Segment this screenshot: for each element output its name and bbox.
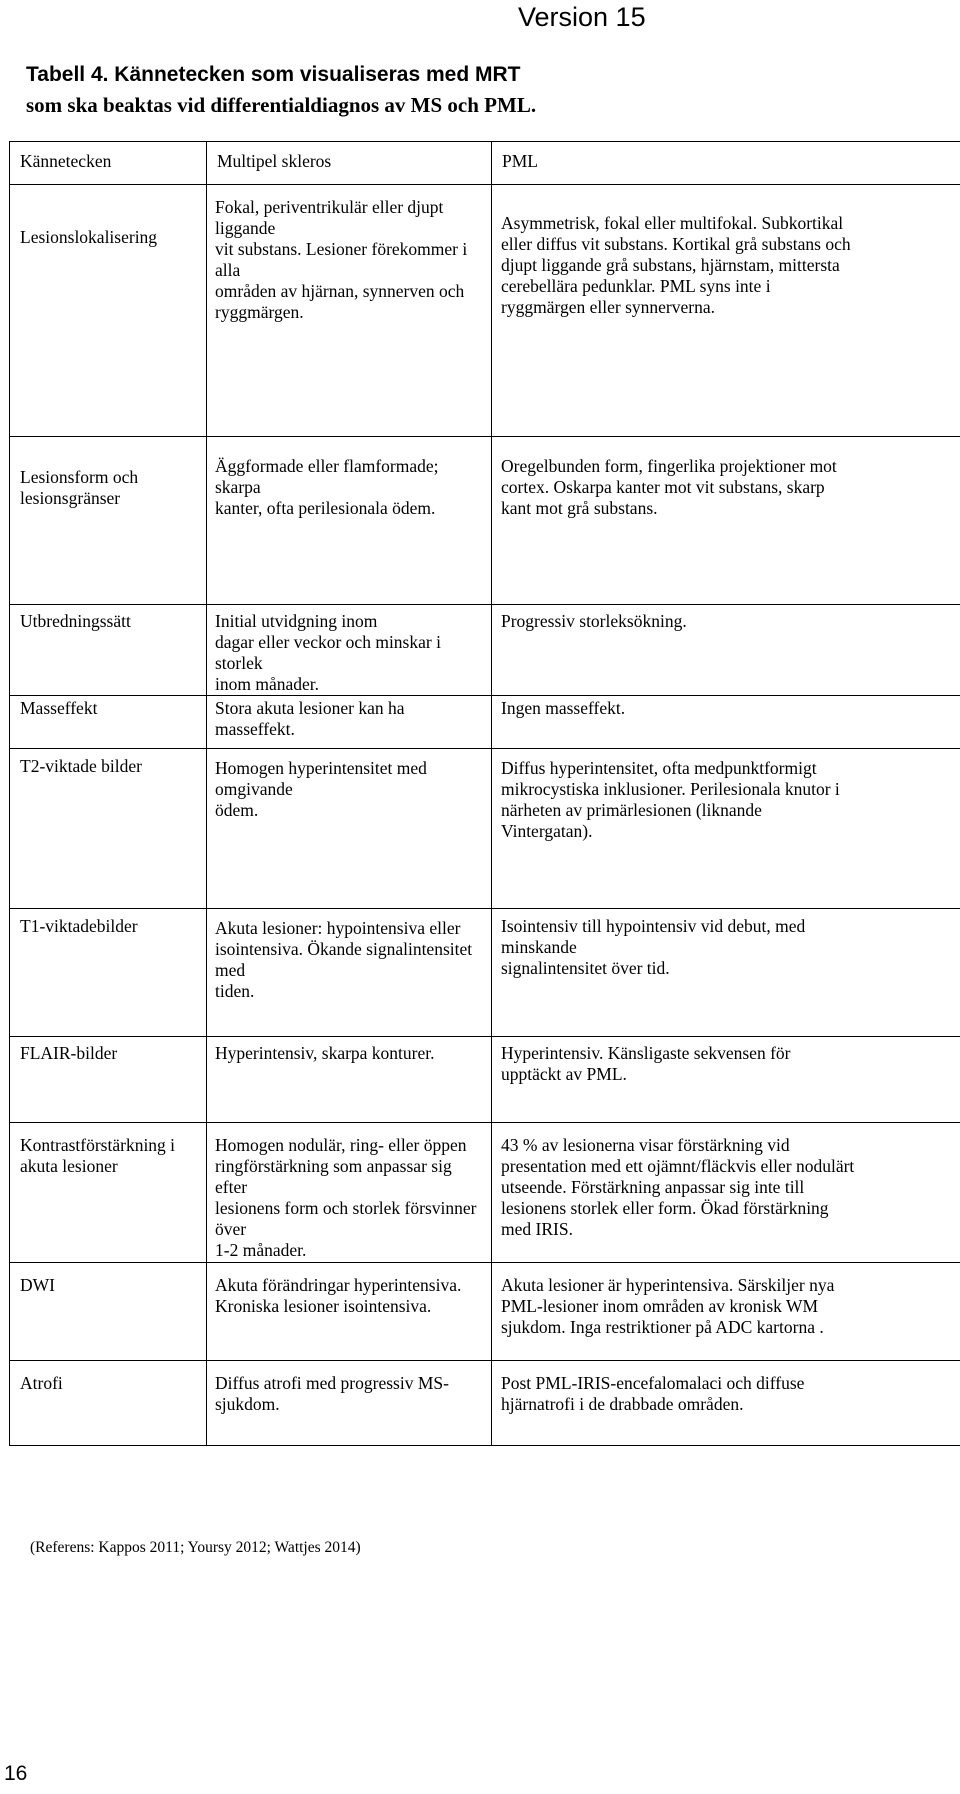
pml-cell: Ingen masseffekt.: [501, 698, 626, 718]
table-row: [10, 749, 960, 909]
pml-cell: Diffus hyperintensitet, ofta medpunktformigt mikrocystiska inklusioner. Perilesionala knutor i närheten av primärlesionen (liknande Vintergatan).: [501, 758, 840, 841]
pml-cell: Asymmetrisk, fokal eller multifokal. Subkortikal eller diffus vit substans. Kortikal grå substans och djupt liggande grå substans, hjärnstam, mittersta cerebellära pedunklar. PML syns inte i ryggmärgen eller synnerverna.: [501, 213, 851, 317]
ms-cell: Stora akuta lesioner kan ha masseffekt.: [215, 698, 405, 739]
table-row: [10, 1263, 960, 1361]
feature-cell: DWI: [20, 1275, 55, 1295]
table-row: [10, 696, 960, 749]
table-row: [10, 1037, 960, 1123]
feature-cell: FLAIR-bilder: [20, 1043, 118, 1063]
table-row: [10, 1361, 960, 1446]
column-header-ms: Multipel skleros: [207, 142, 492, 185]
table-header-row: [10, 142, 960, 185]
table-row: [10, 437, 960, 605]
feature-cell: Kontrastförstärkning i akuta lesioner: [20, 1135, 176, 1176]
table-row: [10, 605, 960, 696]
ms-cell: Homogen hyperintensitet med omgivande ödem.: [215, 758, 427, 820]
feature-cell: T2-viktade bilder: [20, 756, 142, 776]
column-header-pml: PML: [492, 142, 960, 185]
ms-cell: Hyperintensiv, skarpa konturer.: [215, 1043, 435, 1063]
comparison-table: [9, 141, 960, 1446]
pml-cell: Progressiv storleksökning.: [501, 611, 687, 631]
feature-cell: Masseffekt: [20, 698, 98, 718]
pml-cell: 43 % av lesionerna visar förstärkning vid presentation med ett ojämnt/fläckvis eller nodulärt utseende. Förstärkning anpassar sig inte till lesionens storlek eller form. Ökad förstärkning med IRIS.: [501, 1135, 855, 1239]
ms-cell: Äggformade eller flamformade; skarpa kanter, ofta perilesionala ödem.: [215, 456, 439, 518]
page-number: 16: [4, 1762, 28, 1785]
reference-note: (Referens: Kappos 2011; Yoursy 2012; Wattjes 2014): [30, 1539, 361, 1556]
ms-cell: Fokal, periventrikulär eller djupt liggande vit substans. Lesioner förekommer i alla områden av hjärnan, synnerven och ryggmärgen.: [215, 197, 468, 322]
table-title-line2: som ska beaktas vid differentialdiagnos av MS och PML.: [26, 93, 537, 117]
ms-cell: Akuta lesioner: hypointensiva eller isointensiva. Ökande signalintensitet med tiden.: [215, 918, 473, 1001]
feature-cell: Utbredningssätt: [20, 611, 131, 631]
table-row: [10, 185, 960, 437]
feature-cell: T1-viktadebilder: [20, 916, 138, 936]
pml-cell: Isointensiv till hypointensiv vid debut, med minskande signalintensitet över tid.: [501, 916, 806, 978]
pml-cell: Post PML-IRIS-encefalomalaci och diffuse hjärnatrofi i de drabbade områden.: [501, 1373, 805, 1414]
pml-cell: Oregelbunden form, fingerlika projektioner mot cortex. Oskarpa kanter mot vit substans, skarp kant mot grå substans.: [501, 456, 837, 518]
column-header-feature: Kännetecken: [10, 142, 207, 185]
feature-cell: Lesionsform och lesionsgränser: [20, 467, 139, 508]
table-title: Tabell 4. Kännetecken som visualiseras med MRT: [26, 63, 521, 86]
version-label: Version 15: [518, 2, 646, 32]
ms-cell: Akuta förändringar hyperintensiva. Kroniska lesioner isointensiva.: [215, 1275, 462, 1316]
pml-cell: Hyperintensiv. Känsligaste sekvensen för upptäckt av PML.: [501, 1043, 791, 1084]
ms-cell: Homogen nodulär, ring- eller öppen ringförstärkning som anpassar sig efter lesionens form och storlek försvinner över 1-2 månader.: [215, 1135, 477, 1260]
table-row: [10, 1123, 960, 1263]
feature-cell: Atrofi: [20, 1373, 63, 1393]
feature-cell: Lesionslokalisering: [20, 227, 158, 247]
table-row: [10, 909, 960, 1037]
ms-cell: Diffus atrofi med progressiv MS-sjukdom.: [215, 1373, 449, 1414]
pml-cell: Akuta lesioner är hyperintensiva. Särskiljer nya PML-lesioner inom områden av kronisk WM sjukdom. Inga restriktioner på ADC kartorna .: [501, 1275, 835, 1337]
ms-cell: Initial utvidgning inom dagar eller veckor och minskar i storlek inom månader.: [215, 611, 441, 694]
